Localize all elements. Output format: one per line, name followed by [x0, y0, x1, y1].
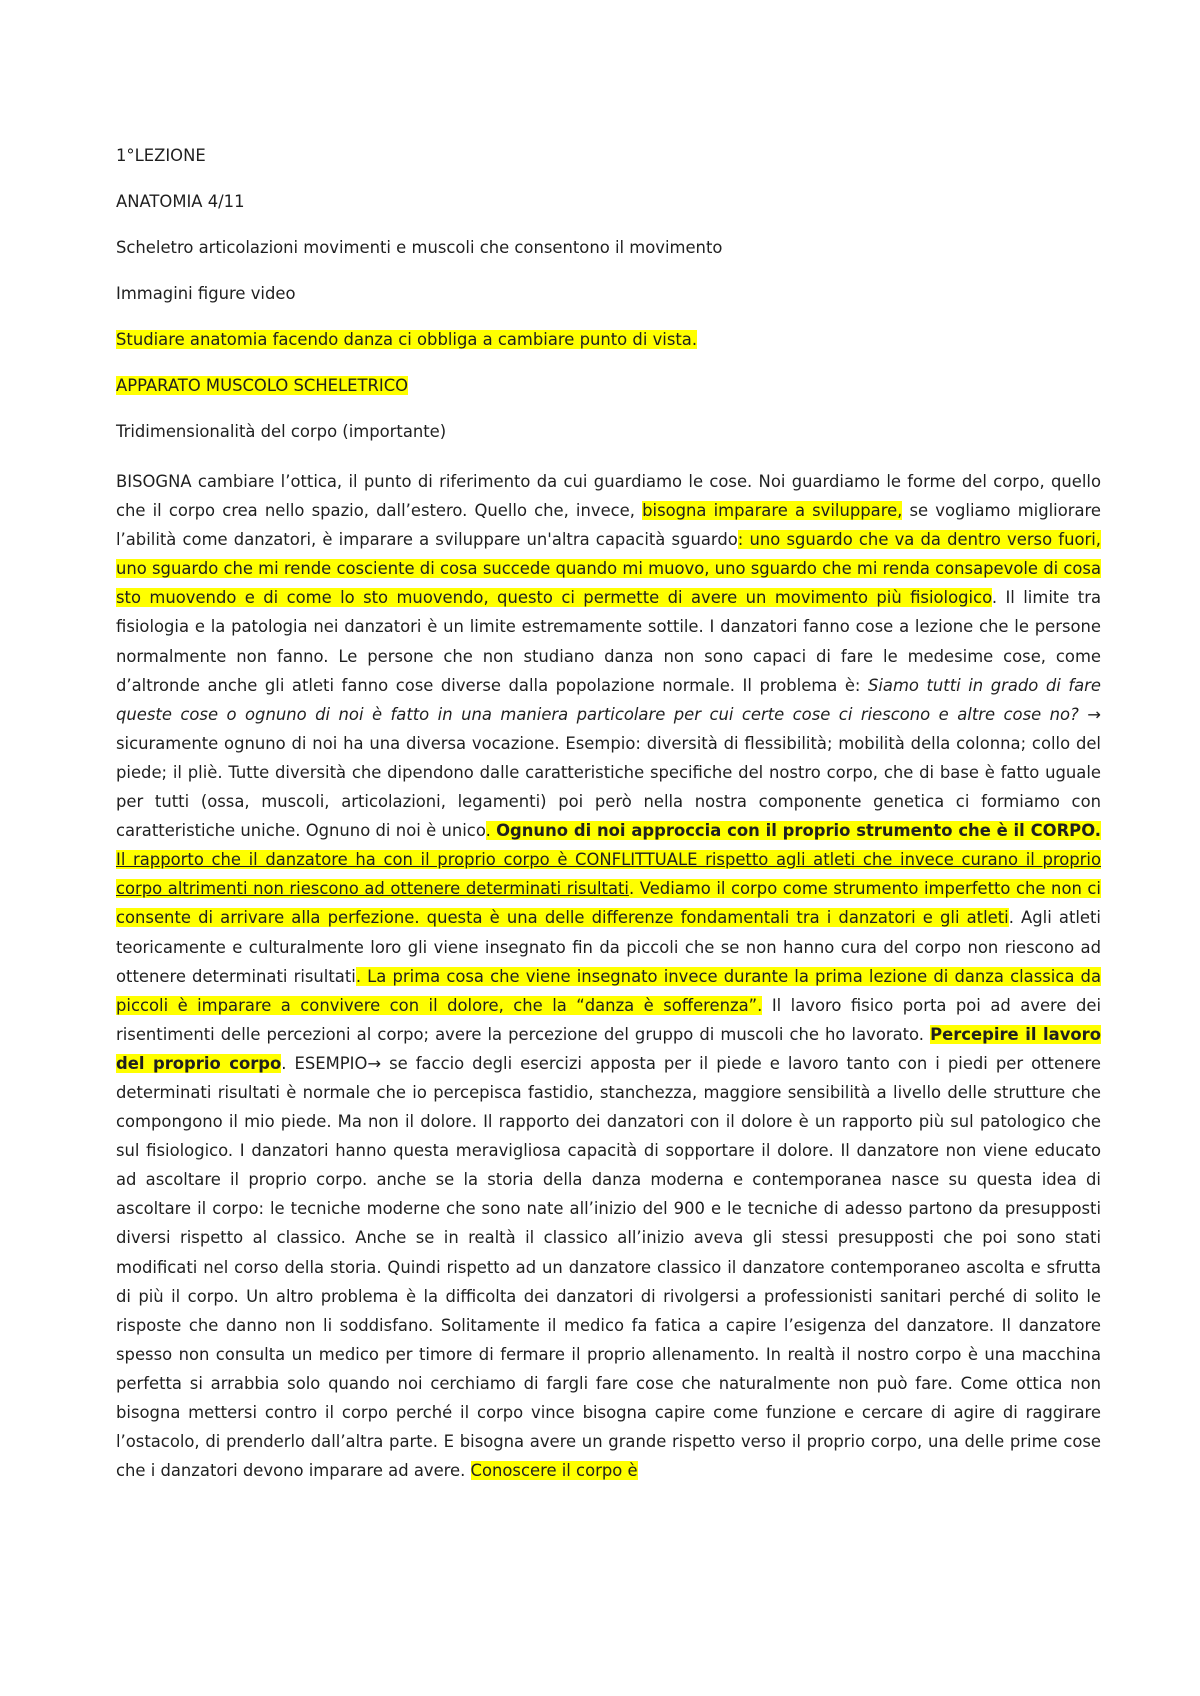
- main-paragraph: [116, 467, 1101, 1485]
- text-run: . Agli atleti teoricamente e culturalmente loro gli viene insegnato fin da piccoli che se non hanno cura del corpo non riescono ad ottenere determinati risultati: [116, 908, 1101, 986]
- text-run: . Il limite tra fisiologia e la patologia nei danzatori è un limite estremamente sottile. I danzatori fanno cose a lezione che le persone normalmente non fanno. Le persone che non studiano danza non sono capaci di fare le medesime cose, come d’altronde anche gli atleti fanno cose diverse dalla popolazione normale. Il problema è:: [116, 588, 1101, 695]
- highlight-span: bisogna imparare a sviluppare,: [642, 501, 903, 521]
- italic-question: Siamo tutti in grado di fare queste cose o ognuno di noi è fatto in una maniera particolare per cui certe cose ci riescono e altre cose no?: [116, 675, 1101, 724]
- text-run: . ESEMPIO→ se faccio degli esercizi apposta per il piede e lavoro tanto con i piedi per ottenere determinati risultati è normale che io percepisca fastidio, stanchezza, maggiore sensibilità a livello delle strutture che compongono il mio piede. Ma non il dolore. Il rapporto dei danzatori con il dolore è un rapporto più sul patologico che sul fisiologico. I danzatori hanno questa meravigliosa capacità di sopportare il dolore. Il danzatore non viene educato ad ascoltare il proprio corpo. anche se la storia della danza moderna e contemporanea nasce su questa idea di ascoltare il corpo: le tecniche moderne che sono nate all’inizio del 900 e le tecniche di adesso partono da presupposti diversi rispetto al classico. Anche se in realtà il classico all’inizio aveva gli stessi presupposti che poi sono stati modificati nel corso della storia. Quindi rispetto ad un danzatore classico il danzatore contemporaneo ascolta e sfrutta di più il corpo. Un altro problema è la difficolta dei danzatori di rivolgersi a professionisti sanitari perché di solito le risposte che danno non li soddisfano. Solitamente il medico fa fatica a capire l’esigenza del danzatore. Il danzatore spesso non consulta un medico per timore di fermare il proprio allenamento. In realtà il nostro corpo è una macchina perfetta si arrabbia solo quando noi cerchiamo di fargli fare cose che naturalmente non può fare. Come ottica non bisogna mettersi contro il corpo perché il corpo vince bisogna capire come funzione e cercare di agire di raggirare l’ostacolo, di prenderlo dall’altra parte. E bisogna avere un grande rispetto verso il proprio corpo, una delle prime cose che i danzatori devono imparare ad avere.: [116, 1053, 1101, 1481]
- bold-highlight-span: Ognuno di noi approccia con il proprio strumento che è il CORPO.: [496, 821, 1101, 841]
- note-line: Tridimensionalità del corpo (importante): [116, 422, 447, 441]
- highlight-span: . La prima cosa che viene insegnato invece durante la prima lezione di danza classica da piccoli è imparare a convivere con il dolore, che la “danza è sofferenza”.: [116, 966, 1101, 1015]
- text-run: se vogliamo migliorare l’abilità come danzatori, è imparare a sviluppare un'altra capacità sguardo: [116, 501, 1101, 550]
- highlight-span: Studiare anatomia facendo danza ci obbliga a cambiare punto di vista.: [116, 330, 698, 349]
- subject-date: ANATOMIA 4/11: [116, 192, 245, 211]
- text-run: Il lavoro fisico porta poi ad avere dei risentimenti delle percezioni al corpo; avere la percezione del gruppo di muscoli che ho lavorato.: [116, 995, 1102, 1044]
- highlight-span: APPARATO MUSCOLO SCHELETRICO: [116, 376, 409, 395]
- media-line: Immagini figure video: [116, 284, 296, 303]
- highlight-span: . Vediamo il corpo come strumento imperfetto che non ci consente di arrivare alla perfezione. questa è una delle differenze fondamentali tra i danzatori e gli atleti: [116, 879, 1101, 928]
- text-run: → sicuramente ognuno di noi ha una diversa vocazione. Esempio: diversità di flessibilità; mobilità della colonna; collo del piede; il pliè. Tutte diversità che dipendono dalle caratteristiche specifiche del nostro corpo, che di base è fatto uguale per tutti (ossa, muscoli, articolazioni, legamenti) poi però nella nostra componente genetica ci formiamo con caratteristiche uniche. Ognuno di noi è unico: [116, 704, 1101, 841]
- bold-highlight-span: Percepire il lavoro del proprio corpo: [116, 1024, 1101, 1073]
- highlight-span: Conoscere il corpo è: [470, 1461, 638, 1481]
- topic-line: Scheletro articolazioni movimenti e muscoli che consentono il movimento: [116, 238, 723, 257]
- highlight-span: : uno sguardo che va da dentro verso fuori, uno sguardo che mi rende cosciente di cosa succede quando mi muovo, uno sguardo che mi renda consapevole di cosa sto muovendo e di come lo sto muovendo, questo ci permette di avere un movimento più fisiologico: [116, 530, 1101, 608]
- document-page: [116, 145, 1101, 1485]
- text-run: BISOGNA cambiare l’ottica, il punto di riferimento da cui guardiamo le cose. Noi guardiamo le forme del corpo, quello che il corpo crea nello spazio, dall’estero. Quello che, invece,: [116, 472, 1101, 521]
- section-title: [116, 375, 1101, 397]
- underlined-highlight-span: Il rapporto che il danzatore ha con il proprio corpo è CONFLITTUALE rispetto agli atleti che invece curano il proprio corpo altrimenti non riescono ad ottenere determinati risultati: [116, 850, 1101, 899]
- highlighted-intro: [116, 329, 1101, 351]
- lesson-number: 1°LEZIONE: [116, 146, 206, 165]
- highlight-span: .: [485, 821, 497, 841]
